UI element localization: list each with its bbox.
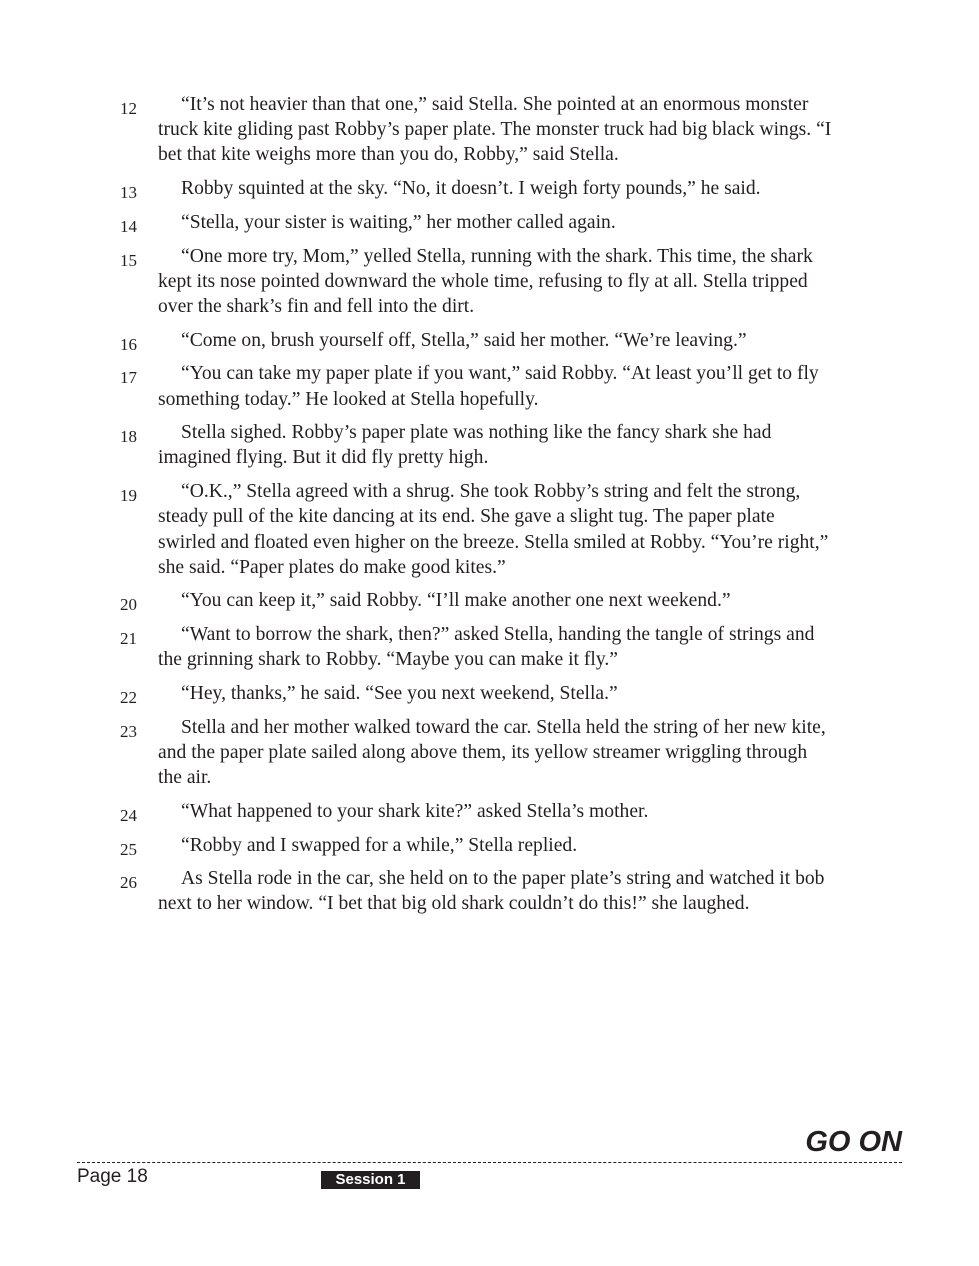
paragraph-text: As Stella rode in the car, she held on to the paper plate’s string and watched it bob next to her window. “I bet that big old shark couldn’t do this!” she laughed. <box>158 868 825 915</box>
paragraph-number: 24 <box>120 805 137 825</box>
paragraph-20 <box>0 588 834 613</box>
paragraph-text: “You can keep it,” said Robby. “I’ll make another one next weekend.” <box>181 590 731 612</box>
footer-divider <box>77 1162 902 1163</box>
paragraph-25 <box>0 833 834 858</box>
paragraph-number: 18 <box>120 427 137 447</box>
paragraph-number: 16 <box>120 334 137 354</box>
paragraph-16 <box>0 328 834 353</box>
paragraph-number: 17 <box>120 368 137 388</box>
paragraph-number: 15 <box>120 250 137 270</box>
paragraph-number: 22 <box>120 688 137 708</box>
paragraph-text: “One more try, Mom,” yelled Stella, running with the shark. This time, the shark kept its nose pointed downward the whole time, refusing to fly at all. Stella tripped over the shark’s fin and fell into the dirt. <box>158 245 813 317</box>
paragraph-15 <box>0 244 834 320</box>
paragraph-number: 19 <box>120 486 137 506</box>
paragraph-text: “Stella, your sister is waiting,” her mother called again. <box>181 211 616 233</box>
paragraph-12 <box>0 92 834 168</box>
paragraph-21 <box>0 622 834 672</box>
paragraph-18 <box>0 420 834 470</box>
reading-passage <box>0 92 979 925</box>
paragraph-number: 14 <box>120 216 137 236</box>
paragraph-23 <box>0 715 834 791</box>
paragraph-text: “Come on, brush yourself off, Stella,” said her mother. “We’re leaving.” <box>181 329 747 351</box>
paragraph-number: 26 <box>120 873 137 893</box>
paragraph-number: 12 <box>120 99 137 118</box>
paragraph-22 <box>0 681 834 706</box>
paragraph-text: “Robby and I swapped for a while,” Stella replied. <box>181 834 578 856</box>
paragraph-number: 21 <box>120 629 137 649</box>
paragraph-19 <box>0 479 834 580</box>
session-badge: Session 1 <box>321 1171 420 1189</box>
go-on-label: GO ON <box>805 1126 902 1158</box>
paragraph-text: “You can take my paper plate if you want,” said Robby. “At least you’ll get to fly something today.” He looked at Stella hopefully. <box>158 363 819 410</box>
paragraph-text: Stella sighed. Robby’s paper plate was nothing like the fancy shark she had imagined flying. But it did fly pretty high. <box>158 422 772 469</box>
paragraph-text: Stella and her mother walked toward the car. Stella held the string of her new kite, and the paper plate sailed along above them, its yellow streamer wriggling through the air. <box>158 716 826 789</box>
paragraph-text: “Hey, thanks,” he said. “See you next weekend, Stella.” <box>181 683 618 705</box>
paragraph-26 <box>0 866 834 916</box>
paragraph-14 <box>0 210 834 235</box>
paragraph-text: “Want to borrow the shark, then?” asked Stella, handing the tangle of strings and the grinning shark to Robby. “Maybe you can make it fly.” <box>158 624 815 671</box>
paragraph-17 <box>0 361 834 411</box>
paragraph-text: “What happened to your shark kite?” asked Stella’s mother. <box>181 800 649 822</box>
paragraph-13 <box>0 176 834 201</box>
paragraph-24 <box>0 799 834 824</box>
paragraph-number: 25 <box>120 839 137 859</box>
paragraph-text: Robby squinted at the sky. “No, it doesn’t. I weigh forty pounds,” he said. <box>181 178 761 200</box>
paragraph-text: “O.K.,” Stella agreed with a shrug. She took Robby’s string and felt the strong, steady pull of the kite dancing at its end. She gave a slight tug. The paper plate swirled and floated even higher on the breeze. Stella smiled at Robby. “You’re right,” she said. “Paper plates do make good kites.” <box>158 481 829 578</box>
paragraph-number: 23 <box>120 721 137 741</box>
paragraph-number: 13 <box>120 183 137 203</box>
paragraph-number: 20 <box>120 595 137 615</box>
page-number: Page 18 <box>77 1166 148 1187</box>
paragraph-text: “It’s not heavier than that one,” said Stella. She pointed at an enormous monster truck kite gliding past Robby’s paper plate. The monster truck had big black wings. “I bet that kite weighs more than you do, Robby,” said Stella. <box>158 94 832 166</box>
